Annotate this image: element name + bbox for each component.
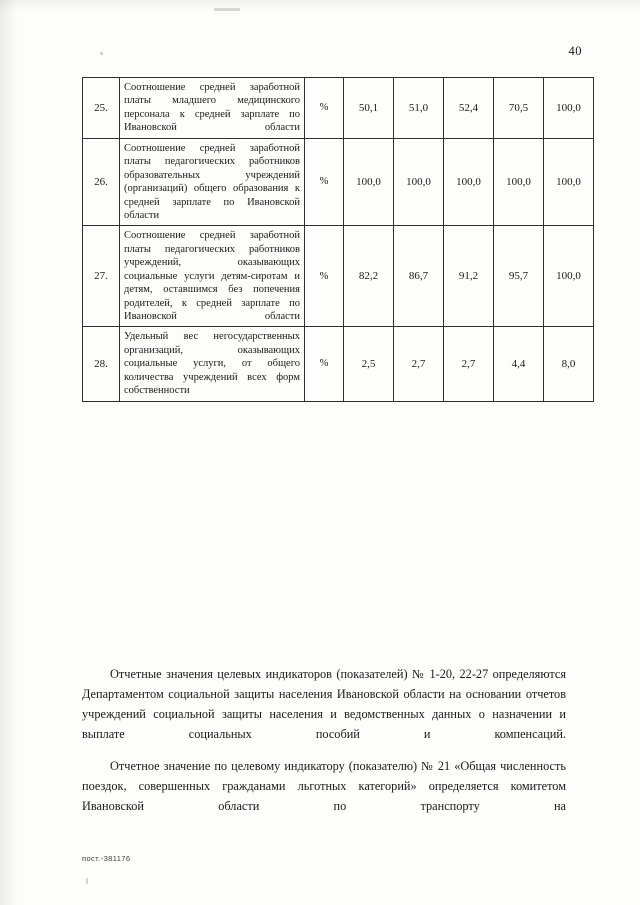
scan-speck bbox=[100, 52, 103, 55]
row-unit: % bbox=[305, 78, 344, 139]
row-description: Соотношение средней заработной платы младшего медицинского персонала к средней зарплате по Ивановской области bbox=[120, 78, 305, 139]
row-value: 4,4 bbox=[494, 327, 544, 401]
row-value: 86,7 bbox=[394, 226, 444, 327]
row-value: 91,2 bbox=[444, 226, 494, 327]
page-number: 40 bbox=[568, 44, 582, 58]
row-value: 2,7 bbox=[444, 327, 494, 401]
indicators-table bbox=[82, 77, 594, 402]
table-row bbox=[83, 226, 594, 327]
row-number: 25. bbox=[83, 78, 120, 139]
row-value: 100,0 bbox=[494, 138, 544, 226]
indicators-table-wrapper bbox=[82, 77, 581, 402]
row-number: 26. bbox=[83, 138, 120, 226]
scan-edge-shadow-top bbox=[0, 0, 640, 12]
row-unit: % bbox=[305, 138, 344, 226]
row-value: 100,0 bbox=[544, 138, 594, 226]
row-unit: % bbox=[305, 226, 344, 327]
scan-edge-shadow-left bbox=[0, 0, 18, 905]
row-value: 52,4 bbox=[444, 78, 494, 139]
paragraph: Отчетные значения целевых индикаторов (показателей) № 1-20, 22-27 определяются Департаментом социальной защиты населения Ивановской области на основании отчетов учреждений социальной защиты населения и ведомственных данных о назначении и выплате социальных пособий и компенсаций. bbox=[82, 667, 566, 742]
row-value: 100,0 bbox=[394, 138, 444, 226]
table-row bbox=[83, 138, 594, 226]
row-value: 2,7 bbox=[394, 327, 444, 401]
table-row bbox=[83, 327, 594, 401]
row-value: 50,1 bbox=[344, 78, 394, 139]
row-value: 82,2 bbox=[344, 226, 394, 327]
footer-stamp: пост.-381176 bbox=[82, 854, 131, 863]
table-row bbox=[83, 78, 594, 139]
row-value: 95,7 bbox=[494, 226, 544, 327]
scan-artifact-mark bbox=[214, 8, 240, 11]
paragraph: Отчетное значение по целевому индикатору (показателю) № 21 «Общая численность поездок, совершенных гражданами льготных категорий» определяется комитетом Ивановской области по транспорту на bbox=[82, 759, 566, 814]
row-description: Соотношение средней заработной платы педагогических работников учреждений, оказывающих социальные услуги детям-сиротам и детям, оставшимся без попечения родителей, к средней зарплате по Ивановской области bbox=[120, 226, 305, 327]
row-value: 100,0 bbox=[344, 138, 394, 226]
row-number: 27. bbox=[83, 226, 120, 327]
row-value: 8,0 bbox=[544, 327, 594, 401]
row-value: 100,0 bbox=[544, 226, 594, 327]
body-text bbox=[82, 653, 566, 819]
row-value: 70,5 bbox=[494, 78, 544, 139]
row-description: Соотношение средней заработной платы педагогических работников образовательных учреждений (организаций) общего образования к средней зарплате по Ивановской области bbox=[120, 138, 305, 226]
row-value: 100,0 bbox=[544, 78, 594, 139]
scan-speck bbox=[86, 878, 88, 884]
row-number: 28. bbox=[83, 327, 120, 401]
row-value: 51,0 bbox=[394, 78, 444, 139]
row-description: Удельный вес негосударственных организаций, оказывающих социальные услуги, от общего количества учреждений всех форм собственности bbox=[120, 327, 305, 401]
row-value: 2,5 bbox=[344, 327, 394, 401]
row-value: 100,0 bbox=[444, 138, 494, 226]
row-unit: % bbox=[305, 327, 344, 401]
